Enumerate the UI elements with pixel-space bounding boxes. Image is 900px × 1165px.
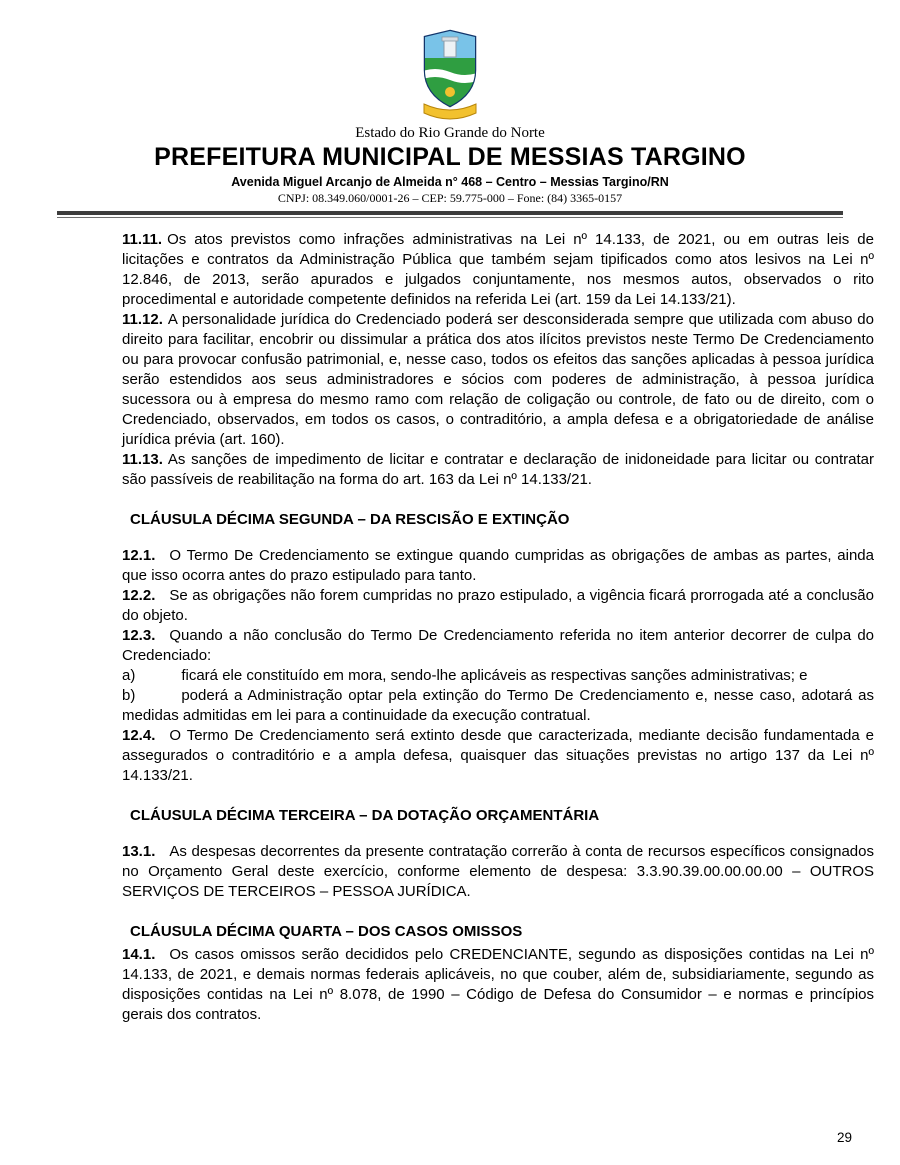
clause-text: Quando a não conclusão do Termo De Credenciamento referida no item anterior decorrer de culpa do Credenciado: <box>122 627 874 664</box>
item-text: ficará ele constituído em mora, sendo-lhe aplicáveis as respectivas sanções administrativas; e <box>181 667 808 684</box>
coat-of-arms-icon <box>420 28 480 122</box>
clause-text: A personalidade jurídica do Credenciado poderá ser desconsiderada sempre que utilizada com abuso do direito para facilitar, encobrir ou dissimular a prática dos atos ilícitos previstos neste Termo De Credenciamento ou para provocar confusão patrimonial, e, nesse caso, todos os efeitos das sanções aplicadas à pessoa jurídica serão estendidos aos seus administradores e sócios com poderes de administração, à pessoa jurídica sucessora ou à empresa do mesmo ramo com relação de coligação ou controle, de fato ou de direito, com o Credenciado, observados, em todos os casos, o contraditório, a ampla defesa e a obrigatoriedade de análise jurídica prévia (art. 160). <box>122 311 874 448</box>
clause-text: Os atos previstos como infrações administrativas na Lei nº 14.133, de 2021, ou em outras leis de licitações e contratos da Administração Pública que também sejam tipificados como atos lesivos na Lei nº 12.846, de 2013, serão apurados e julgados conjuntamente, nos mesmos autos, observados o rito procedimental e autoridade competente definidos na referida Lei (art. 159 da Lei 14.133/21). <box>122 231 874 308</box>
header-divider <box>57 211 843 218</box>
clause-text: As despesas decorrentes da presente contratação correrão à conta de recursos específicos consignados no Orçamento Geral deste exercício, conforme elemento de despesa: 3.3.90.39.00.00.00.00 – OUTROS SERVIÇOS DE TERCEIROS – PESSOA JURÍDICA. <box>122 843 874 900</box>
municipality-title: PREFEITURA MUNICIPAL DE MESSIAS TARGINO <box>154 143 746 171</box>
clause-number: 12.2. <box>122 587 156 604</box>
item-letter: b) <box>122 687 136 704</box>
section-heading-12: CLÁUSULA DÉCIMA SEGUNDA – DA RESCISÃO E EXTINÇÃO <box>130 511 570 528</box>
clause-12-4 <box>122 726 874 786</box>
clause-text: O Termo De Credenciamento se extingue quando cumpridas as obrigações de ambas as partes, ainda que isso ocorra antes do prazo estipulado para tanto. <box>122 547 874 584</box>
letterhead <box>0 0 900 218</box>
clause-12-3 <box>122 626 874 666</box>
list-item-a <box>122 666 874 686</box>
clause-11-13 <box>122 450 874 490</box>
item-letter: a) <box>122 667 136 684</box>
clause-text: Os casos omissos serão decididos pelo CREDENCIANTE, segundo as disposições contidas na Lei nº 14.133, de 2021, e demais normas federais aplicáveis, no que couber, além de, subsidiariamente, segundo as disposições contidas na Lei nº 8.078, de 1990 – Código de Defesa do Consumidor – e normas e princípios gerais dos contratos. <box>122 946 874 1023</box>
clause-number: 11.13. <box>122 451 163 468</box>
clause-number: 11.12. <box>122 311 163 328</box>
clause-text: O Termo De Credenciamento será extinto desde que caracterizada, mediante decisão fundamentada e assegurados o contraditório e a ampla defesa, quaisquer das situações previstas no artigo 137 da Lei nº 14.133/21. <box>122 727 874 784</box>
state-line: Estado do Rio Grande do Norte <box>355 125 545 141</box>
clause-11-12 <box>122 310 874 450</box>
clause-number: 11.11. <box>122 231 163 248</box>
address-line: Avenida Miguel Arcanjo de Almeida n° 468 – Centro – Messias Targino/RN <box>231 175 669 189</box>
cnpj-line: CNPJ: 08.349.060/0001-26 – CEP: 59.775-000 – Fone: (84) 3365-0157 <box>277 191 623 205</box>
clause-number: 13.1. <box>122 843 156 860</box>
section-heading-13: CLÁUSULA DÉCIMA TERCEIRA – DA DOTAÇÃO ORÇAMENTÁRIA <box>130 807 600 824</box>
clause-14-1 <box>122 945 874 1025</box>
document-body <box>122 230 874 1025</box>
clause-text: Se as obrigações não forem cumpridas no prazo estipulado, a vigência ficará prorrogada até a conclusão do objeto. <box>122 587 874 624</box>
clause-number: 14.1. <box>122 946 156 963</box>
item-text: poderá a Administração optar pela extinção do Termo De Credenciamento e, nesse caso, adotará as medidas admitidas em lei para a continuidade da execução contratual. <box>122 687 874 724</box>
section-heading-14: CLÁUSULA DÉCIMA QUARTA – DOS CASOS OMISSOS <box>130 923 523 940</box>
clause-12-1 <box>122 546 874 586</box>
clause-13-1 <box>122 842 874 902</box>
clause-number: 12.4. <box>122 727 156 744</box>
clause-number: 12.1. <box>122 547 156 564</box>
clause-number: 12.3. <box>122 627 156 644</box>
clause-12-2 <box>122 586 874 626</box>
page-number: 29 <box>836 1130 852 1145</box>
clause-11-11 <box>122 230 874 310</box>
clause-text: As sanções de impedimento de licitar e contratar e declaração de inidoneidade para licitar ou contratar são passíveis de reabilitação na forma do art. 163 da Lei nº 14.133/21. <box>122 451 874 488</box>
list-item-b <box>122 686 874 726</box>
